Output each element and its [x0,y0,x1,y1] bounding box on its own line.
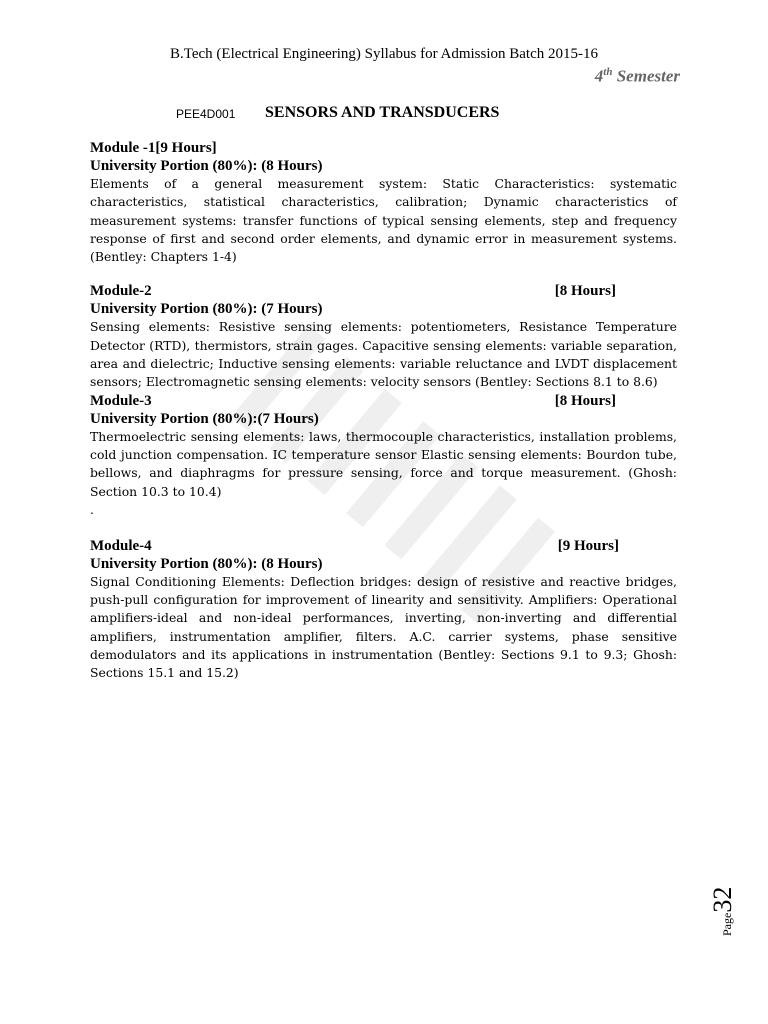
module-heading [90,537,677,555]
university-portion: University Portion (80%): (8 Hours) [90,158,323,174]
module-description: Sensing elements: Resistive sensing elements: potentiometers, Resistance Temperature Detector (RTD), thermistors, strain gages. Capacitive sensing elements: variable separation, area and dielectric; Inductive sensing elements: variable reluctance and LVDT displacement sensors; Electromagnetic sensing elements: velocity sensors (Bentley: Sections 8.1 to 8.6) [90,319,677,390]
module-1 [90,139,677,266]
module-heading [90,139,677,157]
university-portion: University Portion (80%): (8 Hours) [90,555,323,572]
semester-ordinal: th [603,66,613,78]
page-word: Page [720,912,734,936]
university-portion: University Portion (80%): (7 Hours) [90,301,323,318]
module-heading [90,392,677,410]
university-portion: University Portion (80%):(7 Hours) [90,410,319,427]
module-hours: [8 Hours] [554,283,616,300]
semester-label [595,66,680,87]
module-description: Elements of a general measurement system: Static Characteristics: systematic characteristics, statistical characteristics, calibration; Dynamic characteristics of measurement systems: transfer functions of typical sensing elements, step and frequency response of first and second order elements, and dynamic error in measurement systems. (Bentley: Chapters 1-4) [90,176,677,265]
document-header-title: B.Tech (Electrical Engineering) Syllabus for Admission Batch 2015-16 [169,46,599,62]
module-4 [90,537,677,683]
course-title: SENSORS AND TRANSDUCERS [265,104,500,121]
page-number-label [708,887,738,936]
module-description: Signal Conditioning Elements: Deflection bridges: design of resistive and reactive bridges, push-pull configuration for improvement of linearity and sensitivity. Amplifiers: Operational amplifiers-ideal and non-ideal performances, inverting, non-inverting and differential amplifiers, instrumentation amplifier, filters. A.C. carrier systems, phase sensitive demodulators and its applications in instrumentation (Bentley: Sections 9.1 to 9.3; Ghosh: Sections 15.1 and 15.2) [90,573,677,681]
page-number: 32 [708,886,737,913]
semester-word: Semester [616,66,680,86]
syllabus-content [90,139,677,683]
module-hours: [8 Hours] [554,392,616,409]
module-description: Thermoelectric sensing elements: laws, thermocouple characteristics, installation problems, cold junction compensation. IC temperature sensor Elastic sensing elements: Bourdon tube, bellows, and diaphragms for pressure sensing, force and torque measurement. (Ghosh: Section 10.3 to 10.4) [90,428,677,499]
module-label: Module-3 [90,392,152,409]
module-3 [90,392,677,519]
module-label: Module-2 [90,283,152,300]
semester-number: 4 [594,66,604,86]
module-label: Module -1[9 Hours] [90,140,217,156]
module-hours: [9 Hours] [557,537,619,554]
module-heading [90,282,677,300]
course-code: PEE4D001 [176,107,236,121]
module-2 [90,282,677,391]
trailing-dot: . [90,502,94,517]
module-label: Module-4 [90,537,152,554]
page-footer [700,872,740,942]
